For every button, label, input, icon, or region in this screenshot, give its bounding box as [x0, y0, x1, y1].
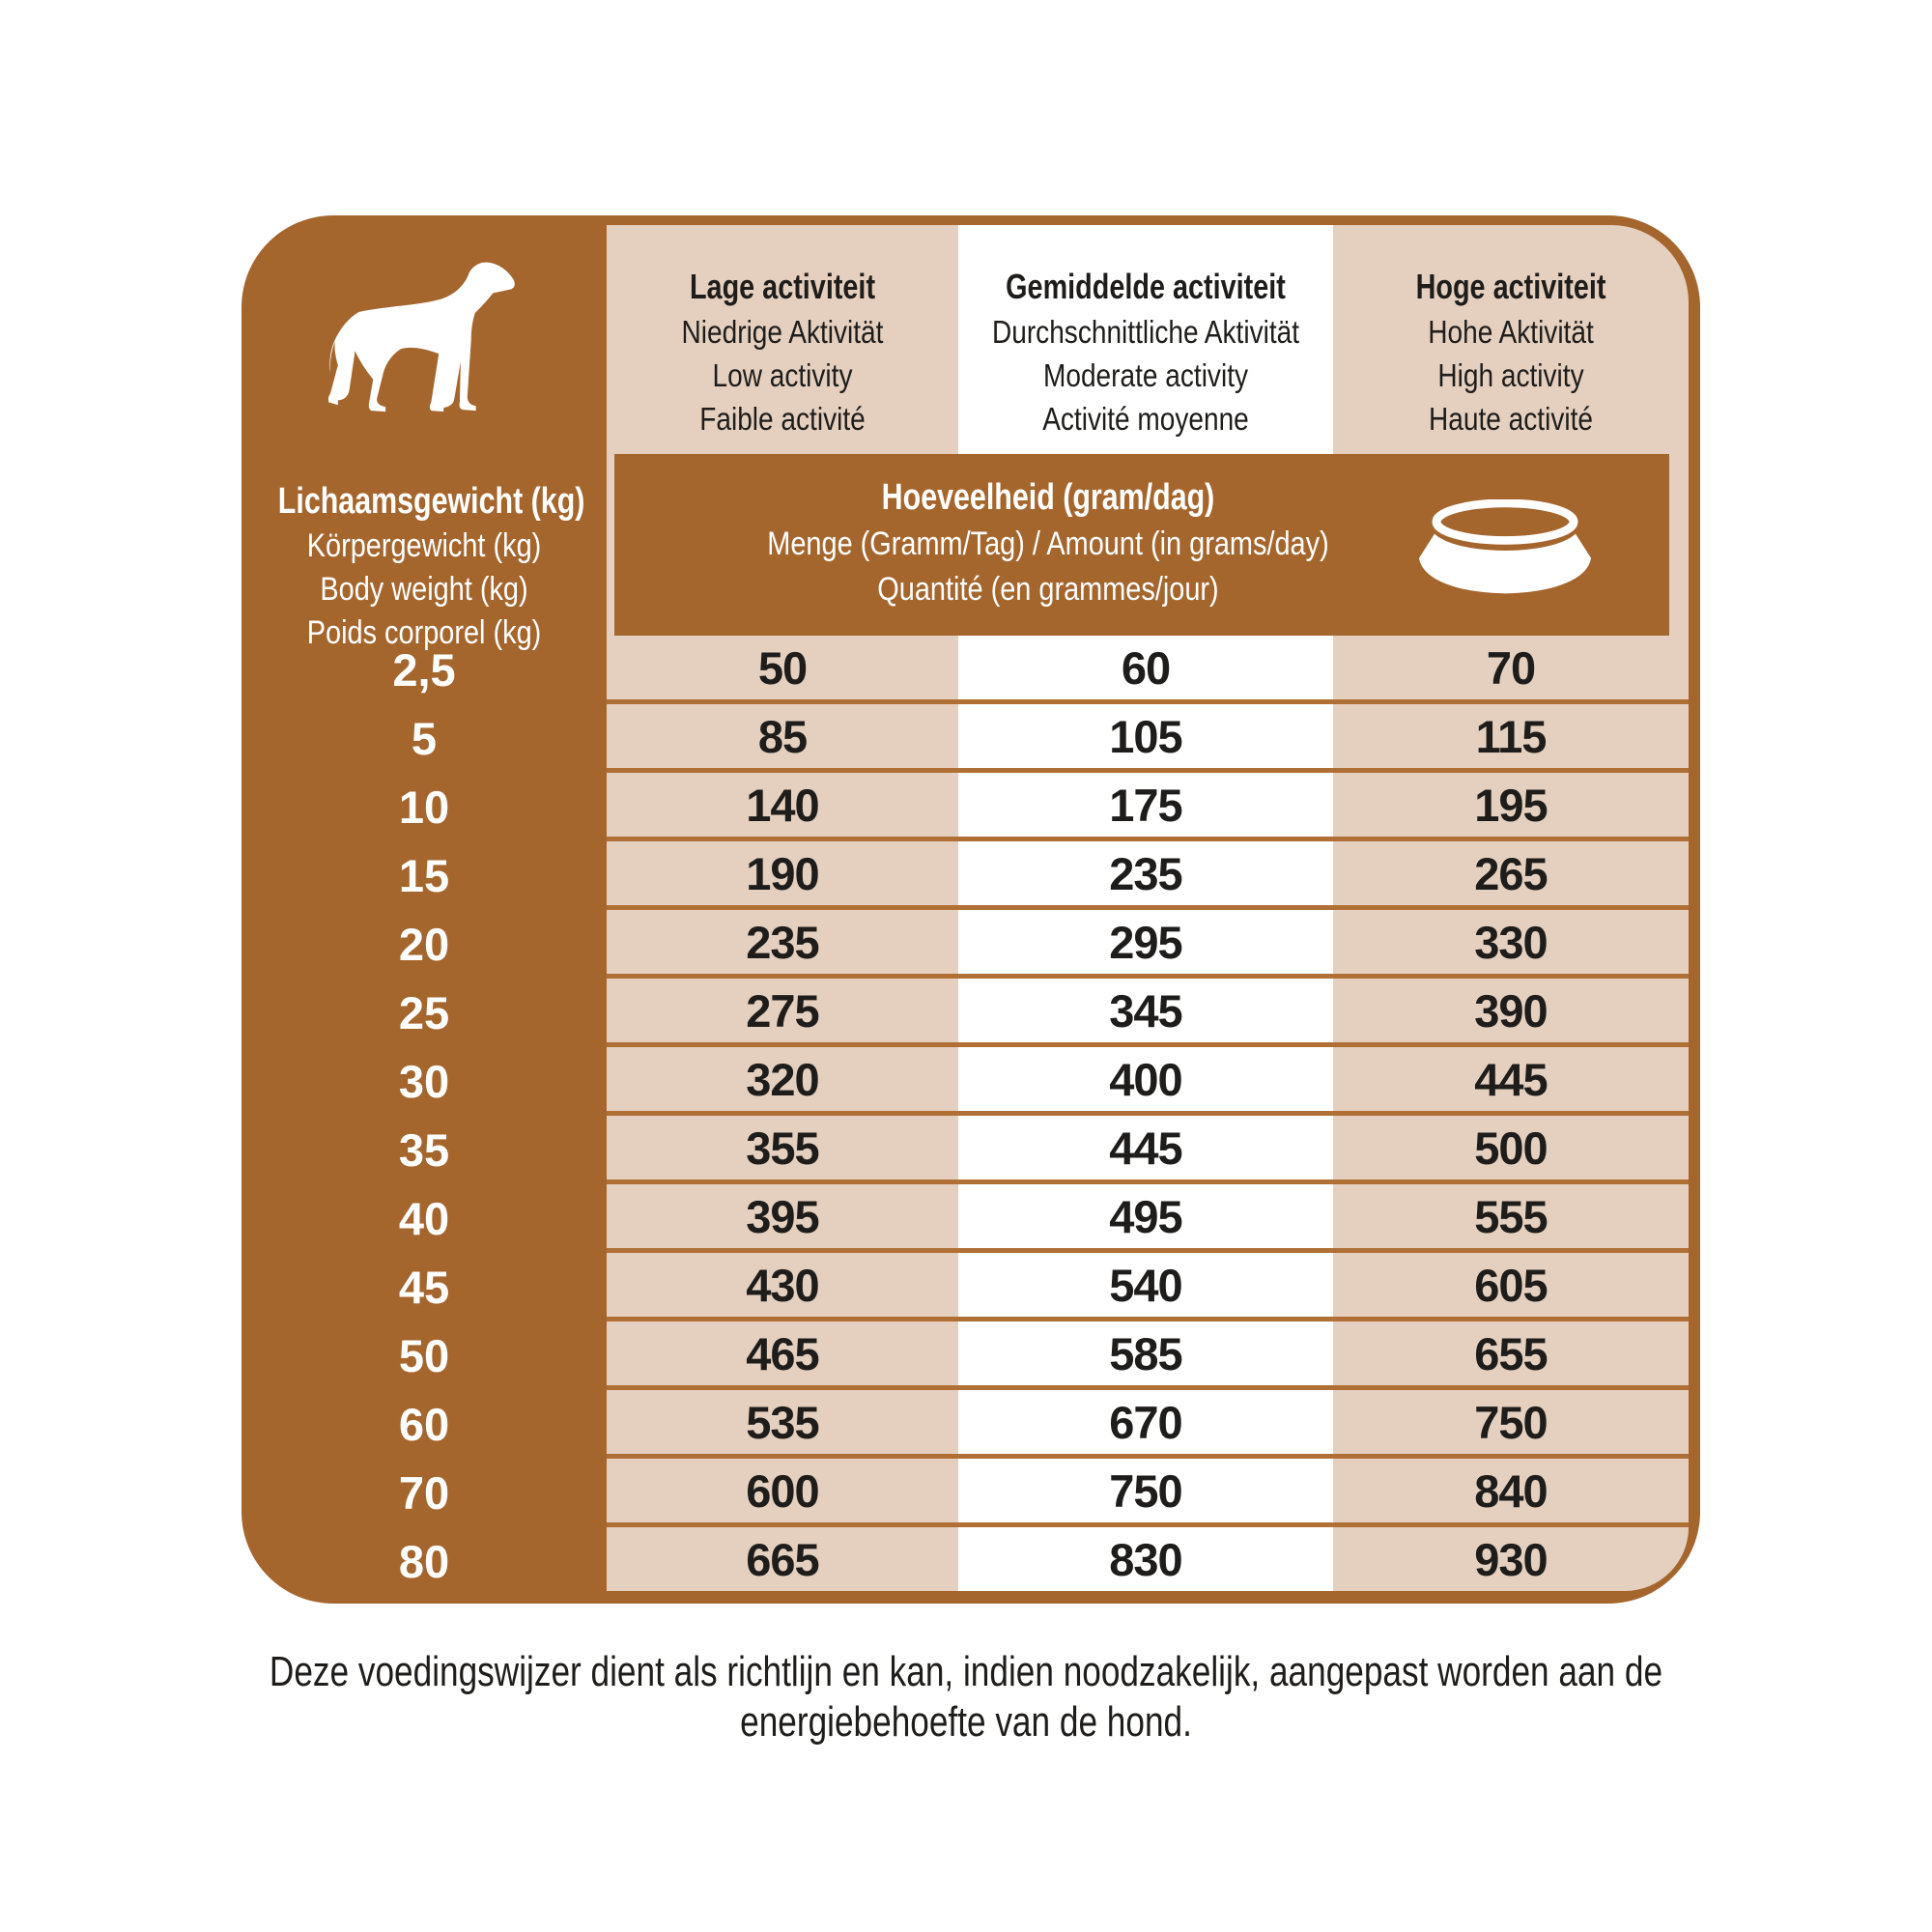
- feeding-table: [242, 215, 1700, 1604]
- column-header-moderate: [958, 225, 1333, 440]
- cell-high: 445: [1333, 1047, 1689, 1111]
- weight-value: 35: [398, 1124, 450, 1176]
- cell-low: 395: [607, 1184, 958, 1248]
- dog-icon: [328, 259, 519, 415]
- cell-high: 500: [1333, 1116, 1689, 1179]
- amount-de-en: Menge (Gramm/Tag) / Amount (in grams/day): [767, 526, 1329, 562]
- cell-moderate: 495: [958, 1184, 1333, 1248]
- table-row: [607, 1459, 1689, 1527]
- cell-low: 355: [607, 1116, 958, 1179]
- cell-low: 600: [607, 1459, 958, 1522]
- weight-value: 45: [398, 1262, 450, 1313]
- header-low-de: Niedrige Aktivität: [681, 314, 884, 350]
- amount-band: [614, 454, 1669, 636]
- table-row: [607, 704, 1689, 773]
- table-row: [607, 1116, 1689, 1184]
- weight-value: 30: [398, 1056, 450, 1107]
- weight-value: 60: [398, 1399, 450, 1450]
- cell-moderate: 60: [958, 636, 1333, 699]
- weight-column: [242, 636, 607, 1596]
- cell-low: 465: [607, 1321, 958, 1385]
- cell-high: 115: [1333, 704, 1689, 768]
- header-moderate-nl: Gemiddelde activiteit: [1006, 267, 1286, 306]
- header-high-fr: Haute activité: [1429, 401, 1593, 437]
- weight-value: 15: [398, 850, 450, 901]
- cell-low: 430: [607, 1253, 958, 1317]
- table-row: [607, 1253, 1689, 1321]
- weight-value: 10: [398, 781, 450, 833]
- weight-header: [242, 478, 607, 655]
- cell-high: 390: [1333, 979, 1689, 1042]
- weight-value: 50: [398, 1330, 450, 1381]
- weight-header-fr: Poids corporel (kg): [306, 614, 542, 651]
- cell-high: 555: [1333, 1184, 1689, 1248]
- weight-value: 70: [398, 1467, 450, 1519]
- table-row: [607, 636, 1689, 704]
- table-row: [607, 1390, 1689, 1459]
- table-row: [607, 1047, 1689, 1116]
- column-header-high: [1333, 225, 1689, 440]
- cell-moderate: 175: [958, 773, 1333, 837]
- cell-high: 265: [1333, 841, 1689, 905]
- table-row: [607, 910, 1689, 979]
- cell-low: 190: [607, 841, 958, 905]
- amount-band-text: [614, 473, 1482, 612]
- cell-moderate: 105: [958, 704, 1333, 768]
- table-row: [607, 773, 1689, 841]
- weight-value: 80: [398, 1536, 450, 1587]
- cell-low: 140: [607, 773, 958, 837]
- weight-value: 2,5: [392, 644, 456, 696]
- cell-moderate: 445: [958, 1116, 1333, 1179]
- footer-line-1: Deze voedingswijzer dient als richtlijn en kan, indien noodzakelijk, aangepast worden aan de: [269, 1648, 1663, 1695]
- cell-moderate: 400: [958, 1047, 1333, 1111]
- cell-low: 85: [607, 704, 958, 768]
- header-moderate-en: Moderate activity: [1042, 357, 1249, 393]
- footer-line-2: energiebehoefte van de hond.: [740, 1698, 1192, 1746]
- cell-high: 70: [1333, 636, 1689, 699]
- cell-high: 930: [1333, 1527, 1689, 1591]
- weight-header-nl: Lichaamsgewicht (kg): [277, 481, 585, 522]
- weight-value: 5: [411, 713, 438, 764]
- cell-high: 840: [1333, 1459, 1689, 1522]
- cell-moderate: 235: [958, 841, 1333, 905]
- column-header-low: [607, 225, 958, 440]
- cell-moderate: 830: [958, 1527, 1333, 1591]
- table-row: [607, 1321, 1689, 1390]
- table-row: [607, 1184, 1689, 1253]
- cell-low: 320: [607, 1047, 958, 1111]
- cell-moderate: 345: [958, 979, 1333, 1042]
- cell-low: 275: [607, 979, 958, 1042]
- weight-value: 40: [398, 1193, 450, 1244]
- header-high-nl: Hoge activiteit: [1415, 267, 1606, 306]
- cell-moderate: 295: [958, 910, 1333, 974]
- footer-note: [0, 1647, 1932, 1747]
- table-row: [607, 841, 1689, 910]
- table-row: [607, 979, 1689, 1047]
- cell-low: 50: [607, 636, 958, 699]
- weight-header-en: Body weight (kg): [320, 571, 528, 608]
- header-moderate-fr: Activité moyenne: [1042, 401, 1249, 437]
- weight-value: 25: [398, 987, 450, 1038]
- header-low-nl: Lage activiteit: [689, 267, 876, 306]
- weight-header-de: Körpergewicht (kg): [306, 527, 542, 564]
- header-high-en: High activity: [1437, 357, 1584, 393]
- header-moderate-de: Durchschnittliche Aktivität: [991, 314, 1300, 350]
- cell-low: 535: [607, 1390, 958, 1454]
- header-low-fr: Faible activité: [699, 401, 866, 437]
- cell-low: 235: [607, 910, 958, 974]
- cell-high: 750: [1333, 1390, 1689, 1454]
- header-low-en: Low activity: [712, 357, 853, 393]
- cell-moderate: 670: [958, 1390, 1333, 1454]
- amount-fr: Quantité (en grammes/jour): [877, 571, 1219, 608]
- feeding-grid: [607, 636, 1689, 1591]
- weight-value: 20: [398, 919, 450, 970]
- cell-moderate: 540: [958, 1253, 1333, 1317]
- dog-bowl-icon: [1418, 499, 1592, 602]
- table-row: [607, 1527, 1689, 1591]
- cell-high: 655: [1333, 1321, 1689, 1385]
- cell-low: 665: [607, 1527, 958, 1591]
- cell-high: 605: [1333, 1253, 1689, 1317]
- cell-high: 195: [1333, 773, 1689, 837]
- amount-nl: Hoeveelheid (gram/dag): [881, 477, 1215, 518]
- cell-moderate: 585: [958, 1321, 1333, 1385]
- header-high-de: Hohe Aktivität: [1428, 314, 1594, 350]
- cell-moderate: 750: [958, 1459, 1333, 1522]
- cell-high: 330: [1333, 910, 1689, 974]
